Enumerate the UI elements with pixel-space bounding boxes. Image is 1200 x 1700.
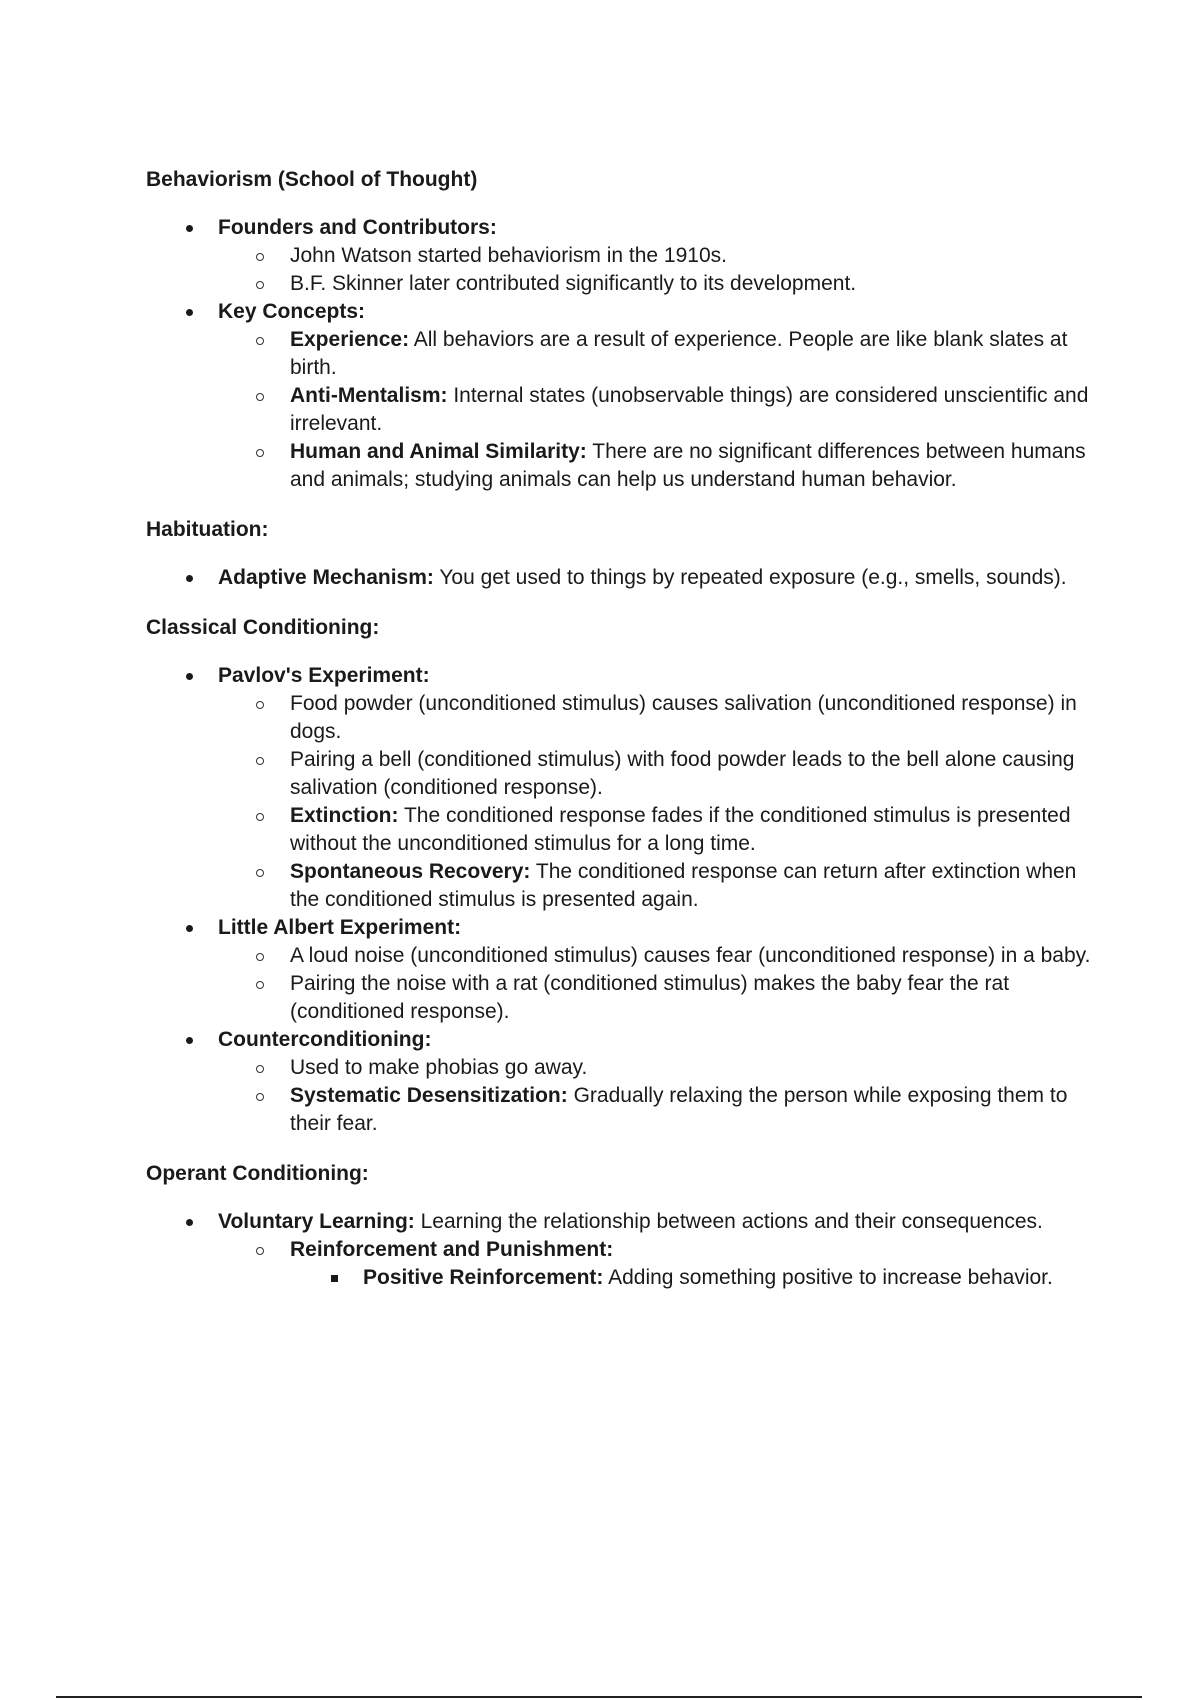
item-text: Learning the relationship between actions and their consequences. [414, 1210, 1043, 1233]
item-text: The conditioned response can return after extinction when the conditioned stimulus is presented again. [290, 860, 1077, 911]
item-label: Reinforcement and Punishment: [290, 1238, 614, 1261]
document-page [146, 166, 1096, 1292]
item-label: Counterconditioning: [218, 1028, 432, 1051]
sub-list-item [146, 1236, 1096, 1264]
item-text: Pairing a bell (conditioned stimulus) with food powder leads to the bell alone causing salivation (conditioned response). [290, 748, 1075, 799]
sub-list-item [146, 242, 1096, 270]
sub-list-item [146, 438, 1096, 494]
section-operant-conditioning [146, 1160, 1096, 1292]
list-item [146, 214, 1096, 242]
item-label: Voluntary Learning: [218, 1210, 415, 1233]
sub-list-item [146, 382, 1096, 438]
sub-list-item [146, 1082, 1096, 1138]
item-label: Experience: [290, 328, 410, 351]
item-text: There are no significant differences between humans and animals; studying animals can help us understand human behavior. [290, 440, 1086, 491]
item-text: You get used to things by repeated exposure (e.g., smells, sounds). [433, 566, 1067, 589]
item-label: Little Albert Experiment: [218, 916, 462, 939]
sub-list-item [146, 970, 1096, 1026]
section-title: Operant Conditioning: [146, 1162, 369, 1185]
item-label: Pavlov's Experiment: [218, 664, 430, 687]
item-text: Used to make phobias go away. [290, 1056, 588, 1079]
item-label: Extinction: [290, 804, 399, 827]
section-behaviorism [146, 166, 1096, 494]
list-item [146, 1208, 1096, 1236]
item-text: Gradually relaxing the person while exposing them to their fear. [290, 1084, 1068, 1135]
item-text: All behaviors are a result of experience. People are like blank slates at birth. [290, 328, 1068, 379]
section-classical-conditioning [146, 614, 1096, 1138]
bullet-list [146, 662, 1096, 1138]
item-text: Pairing the noise with a rat (conditioned stimulus) makes the baby fear the rat (conditioned response). [290, 972, 1010, 1023]
item-text: Internal states (unobservable things) are considered unscientific and irrelevant. [290, 384, 1089, 435]
section-title: Classical Conditioning: [146, 616, 380, 639]
item-text: Food powder (unconditioned stimulus) causes salivation (unconditioned response) in dogs. [290, 692, 1077, 743]
item-label: Positive Reinforcement: [363, 1266, 604, 1289]
sub-sub-list-item [146, 1264, 1096, 1292]
item-label: Spontaneous Recovery: [290, 860, 531, 883]
sub-list-item [146, 802, 1096, 858]
item-text: Adding something positive to increase behavior. [603, 1266, 1053, 1289]
item-text: John Watson started behaviorism in the 1910s. [290, 244, 727, 267]
list-item [146, 662, 1096, 690]
item-text: B.F. Skinner later contributed significantly to its development. [290, 272, 857, 295]
item-label: Adaptive Mechanism: [218, 566, 434, 589]
page-bottom-rule [56, 1696, 1142, 1698]
item-text: A loud noise (unconditioned stimulus) causes fear (unconditioned response) in a baby. [290, 944, 1091, 967]
bullet-list [146, 214, 1096, 494]
item-label: Key Concepts: [218, 300, 366, 323]
item-label: Systematic Desensitization: [290, 1084, 568, 1107]
sub-list-item [146, 326, 1096, 382]
list-item [146, 1026, 1096, 1054]
sub-list-item [146, 270, 1096, 298]
sub-list-item [146, 858, 1096, 914]
sub-list-item [146, 746, 1096, 802]
sub-list-item [146, 1054, 1096, 1082]
item-label: Anti-Mentalism: [290, 384, 448, 407]
item-text: The conditioned response fades if the conditioned stimulus is presented without the unconditioned stimulus for a long time. [290, 804, 1071, 855]
item-label: Human and Animal Similarity: [290, 440, 587, 463]
bullet-list [146, 1208, 1096, 1292]
sub-list-item [146, 690, 1096, 746]
section-title: Behaviorism (School of Thought) [146, 168, 478, 191]
section-title: Habituation: [146, 518, 269, 541]
bullet-list [146, 564, 1096, 592]
sub-list-item [146, 942, 1096, 970]
item-label: Founders and Contributors: [218, 216, 497, 239]
list-item [146, 914, 1096, 942]
list-item [146, 298, 1096, 326]
list-item [146, 564, 1096, 592]
section-habituation [146, 516, 1096, 592]
